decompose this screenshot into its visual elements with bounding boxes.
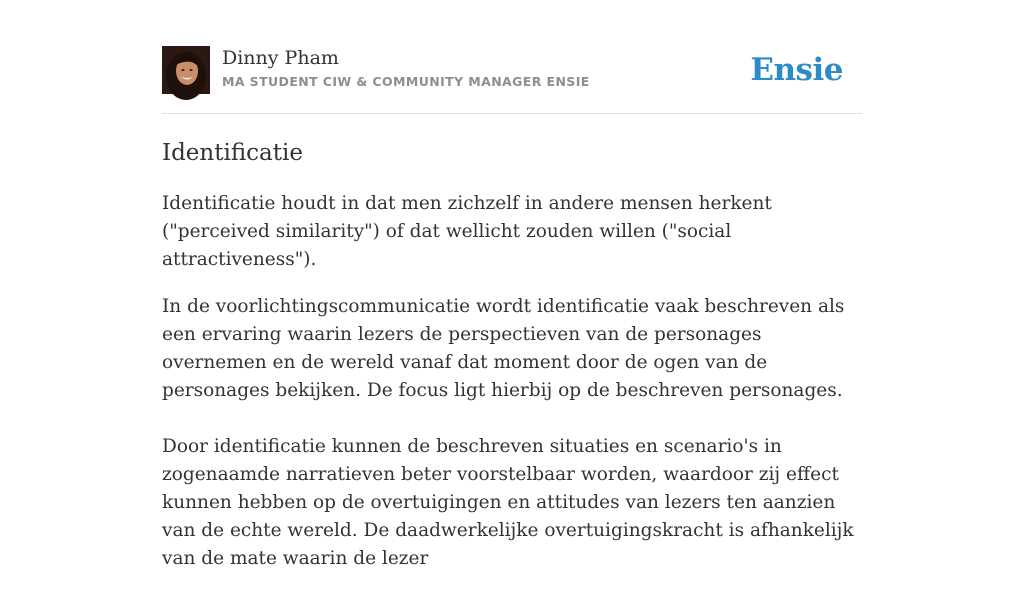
article-paragraph: Door identificatie kunnen de beschreven situaties en scenario's in zogenaamde narratieven beter voorstelbaar worden, waardoor zij effect kunnen hebben op de overtuigingen en attitudes van lezers ten aanzien van de echte wereld. De daadwerkelijke overtuigingskracht is afhankelijk van de mate waarin de lezer <box>162 436 854 569</box>
ensie-logo[interactable]: Ensie <box>750 52 843 88</box>
article-body <box>162 190 862 592</box>
article-title: Identificatie <box>162 140 303 166</box>
article-paragraph: In de voorlichtingscommunicatie wordt identificatie vaak beschreven als een ervaring waarin lezers de perspectieven van de personages overnemen en de wereld vanaf dat moment door de ogen van de personages bekijken. De focus ligt hierbij op de beschreven personages. <box>162 296 845 401</box>
author-avatar[interactable] <box>162 46 210 94</box>
author-header <box>162 46 862 114</box>
article-card <box>162 46 862 569</box>
author-name[interactable]: Dinny Pham <box>222 47 339 69</box>
article-paragraph: Identificatie houdt in dat men zichzelf in andere mensen herkent ("perceived similarity") of dat wellicht zouden willen ("social attractiveness"). <box>162 193 772 270</box>
avatar-photo <box>162 46 210 94</box>
author-role: MA STUDENT CIW & COMMUNITY MANAGER ENSIE <box>222 74 590 89</box>
